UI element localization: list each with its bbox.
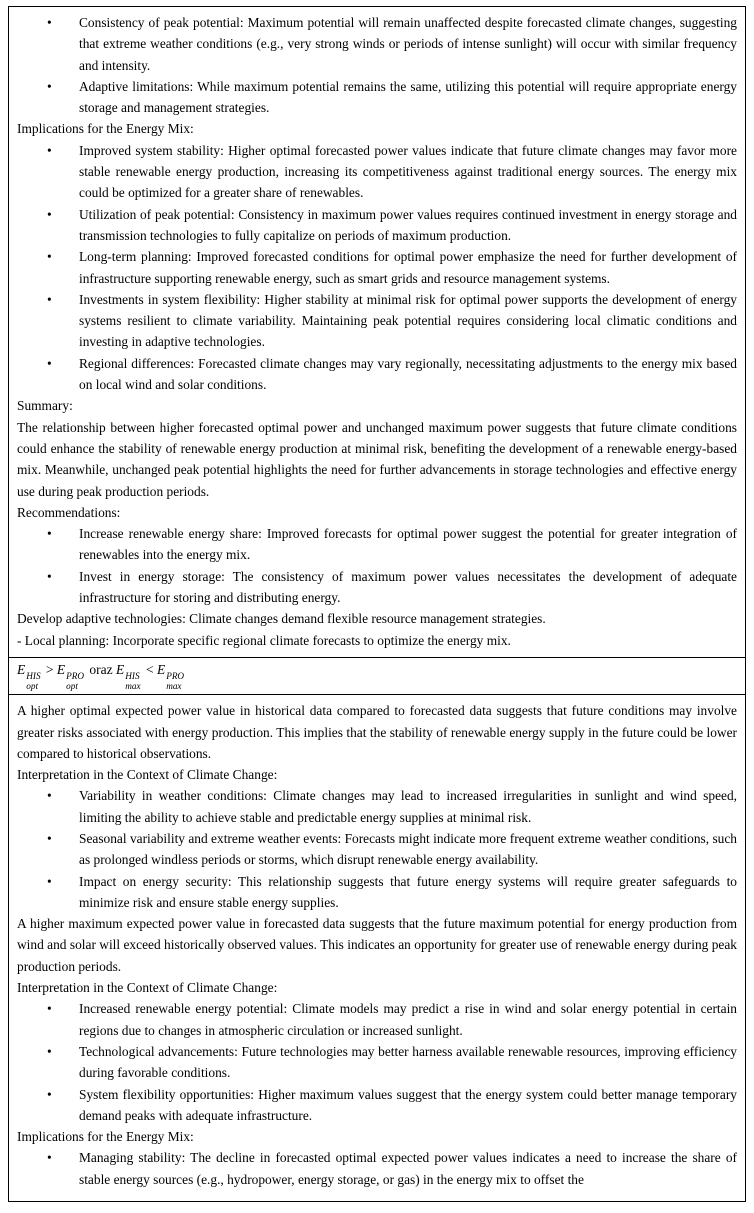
formula-subscript: opt (66, 680, 78, 691)
bullet-item (17, 246, 737, 289)
bullet-text: Variability in weather conditions: Climate changes may lead to increased irregularities in sunlight and wind speed, limiting the ability to achieve stable and predictable energy supplies at minimal risk. (79, 788, 737, 825)
formula-subscript: max (125, 680, 141, 691)
formula-superscript: PRO (166, 670, 185, 681)
bullet-item (17, 871, 737, 914)
bullet-icon: • (47, 873, 52, 889)
bullet-item (17, 1041, 737, 1084)
paragraph: Develop adaptive technologies: Climate changes demand flexible resource management strategies. (17, 611, 546, 627)
bullet-text: Consistency of peak potential: Maximum potential will remain unaffected despite forecasted climate changes, suggesting that extreme weather conditions (e.g., very strong winds or periods of intense sunlight) will occur with similar frequency and intensity. (79, 15, 737, 73)
bullet-item (17, 289, 737, 353)
bullet-text: Investments in system flexibility: Higher stability at minimal risk for optimal power supports the development of energy systems resilient to climate variability. Maintaining peak potential requires considering local climatic conditions and investing in adaptive technologies. (79, 291, 737, 350)
bullet-text: Managing stability: The decline in forecasted optimal expected power values indicates a need to increase the share of stable energy sources (e.g., hydropower, energy storage, or gas) in the energy mix to offset the (79, 1150, 737, 1187)
formula-variable: E (17, 661, 26, 677)
bullet-item (17, 785, 737, 828)
formula-scripts (125, 672, 140, 691)
paragraph: A higher maximum expected power value in forecasted data suggests that the future maximum potential for energy production from wind and solar will exceed historically observed values. This indicates an opportunity for greater use of renewable energy during peak production periods. (17, 916, 737, 974)
formula-superscript: HIS (26, 670, 41, 681)
bullet-text: Increased renewable energy potential: Climate models may predict a rise in wind and solar energy potential in certain regions due to changes in atmospheric circulation or increased sunlight. (79, 1001, 737, 1038)
bullet-item (17, 998, 737, 1041)
bullet-icon: • (47, 1150, 52, 1166)
table-row-2 (9, 695, 745, 1196)
formula-row (9, 657, 745, 695)
bullet-item (17, 1147, 737, 1190)
table-row-1 (9, 7, 745, 657)
bullet-icon: • (47, 15, 52, 30)
bullet-text: Improved system stability: Higher optimal forecasted power values indicate that future climate changes may favor more stable renewable energy production, increasing its competitiveness against traditional energy sources. The energy mix could be optimized for a greater share of renewables. (79, 142, 737, 201)
paragraph: A higher optimal expected power value in historical data compared to forecasted data suggests that future conditions may involve greater risks associated with energy production. This implies that the stability of renewable energy supply in the future could be lower compared to historical observations. (17, 703, 737, 761)
bullet-icon: • (47, 831, 52, 846)
bullet-text: Adaptive limitations: While maximum potential remains the same, utilizing this potential will require appropriate energy storage and management strategies. (79, 78, 737, 116)
bullet-icon: • (47, 1001, 52, 1017)
formula-operator: oraz (86, 661, 117, 677)
bullet-icon: • (47, 249, 52, 265)
paragraph: - Local planning: Incorporate specific regional climate forecasts to optimize the energy mix. (17, 632, 511, 648)
formula-operator: < (142, 661, 157, 677)
paragraph: Implications for the Energy Mix: (17, 1129, 194, 1145)
bullet-icon: • (47, 788, 52, 804)
bullet-icon: • (47, 526, 52, 542)
formula-operator: > (42, 661, 57, 677)
bullet-text: Long-term planning: Improved forecasted conditions for optimal power emphasize the need for further development of infrastructure supporting renewable energy, such as smart grids and resource management systems. (79, 249, 737, 286)
paragraph: Recommendations: (17, 504, 121, 520)
bullet-text: Invest in energy storage: The consistency of maximum power values necessitates the development of adequate infrastructure for storing and distributing energy. (79, 568, 737, 606)
formula-scripts (66, 672, 84, 691)
bullet-icon: • (47, 355, 52, 371)
bullet-icon: • (47, 291, 52, 307)
bullet-text: Utilization of peak potential: Consistency in maximum power values requires continued investment in energy storage and transmission technologies to fully capitalize on periods of maximum production. (79, 206, 737, 243)
bullet-item (17, 204, 737, 247)
bullet-icon: • (47, 142, 52, 158)
formula-subscript: opt (26, 680, 38, 691)
formula-scripts (26, 672, 40, 691)
paragraph: Interpretation in the Context of Climate Change: (17, 767, 278, 783)
bullet-icon: • (47, 1043, 52, 1059)
formula-superscript: PRO (66, 670, 85, 681)
bullet-icon: • (47, 206, 52, 222)
document-table (8, 6, 746, 1202)
bullet-item (17, 353, 737, 396)
formula-variable: E (116, 661, 125, 677)
bullet-item (17, 1084, 737, 1127)
paragraph: The relationship between higher forecasted optimal power and unchanged maximum power suggests that future climate conditions could enhance the stability of renewable energy production at minimal risk, benefiting the development of a renewable energy-based mix. Meanwhile, unchanged peak potential highlights the need for further advancements in storage technologies and effective energy use during peak production periods. (17, 419, 737, 499)
paragraph: Implications for the Energy Mix: (17, 121, 194, 137)
formula-scripts (166, 672, 184, 691)
bullet-text: Increase renewable energy share: Improved forecasts for optimal power suggest the potential for greater integration of renewables into the energy mix. (79, 526, 737, 563)
bullet-text: Regional differences: Forecasted climate changes may vary regionally, necessitating adjustments to the energy mix based on local wind and solar conditions. (79, 355, 737, 393)
bullet-icon: • (47, 568, 52, 584)
bullet-icon: • (47, 1086, 52, 1102)
bullet-item (17, 12, 737, 76)
bullet-item (17, 523, 737, 566)
bullet-item (17, 566, 737, 609)
formula-variable: E (156, 661, 166, 677)
bullet-item (17, 140, 737, 204)
condition-formula (17, 660, 737, 691)
bullet-icon: • (47, 78, 52, 94)
formula-subscript: max (166, 680, 182, 691)
paragraph: Interpretation in the Context of Climate Change: (17, 980, 278, 996)
bullet-text: System flexibility opportunities: Higher maximum values suggest that the energy system could better manage temporary demand peaks with adequate infrastructure. (79, 1086, 737, 1123)
bullet-text: Technological advancements: Future technologies may better harness available renewable resources, improving efficiency during favorable conditions. (79, 1043, 737, 1081)
bullet-item (17, 76, 737, 119)
bullet-item (17, 828, 737, 871)
formula-variable: E (56, 661, 66, 677)
bullet-text: Impact on energy security: This relationship suggests that future energy systems will require greater safeguards to minimize risk and ensure stable energy supplies. (79, 873, 737, 910)
formula-superscript: HIS (125, 670, 140, 681)
bullet-text: Seasonal variability and extreme weather events: Forecasts might indicate more frequent extreme weather conditions, such as prolonged windless periods or storms, which disrupt renewable energy availability. (79, 831, 737, 868)
paragraph: Summary: (17, 398, 73, 414)
